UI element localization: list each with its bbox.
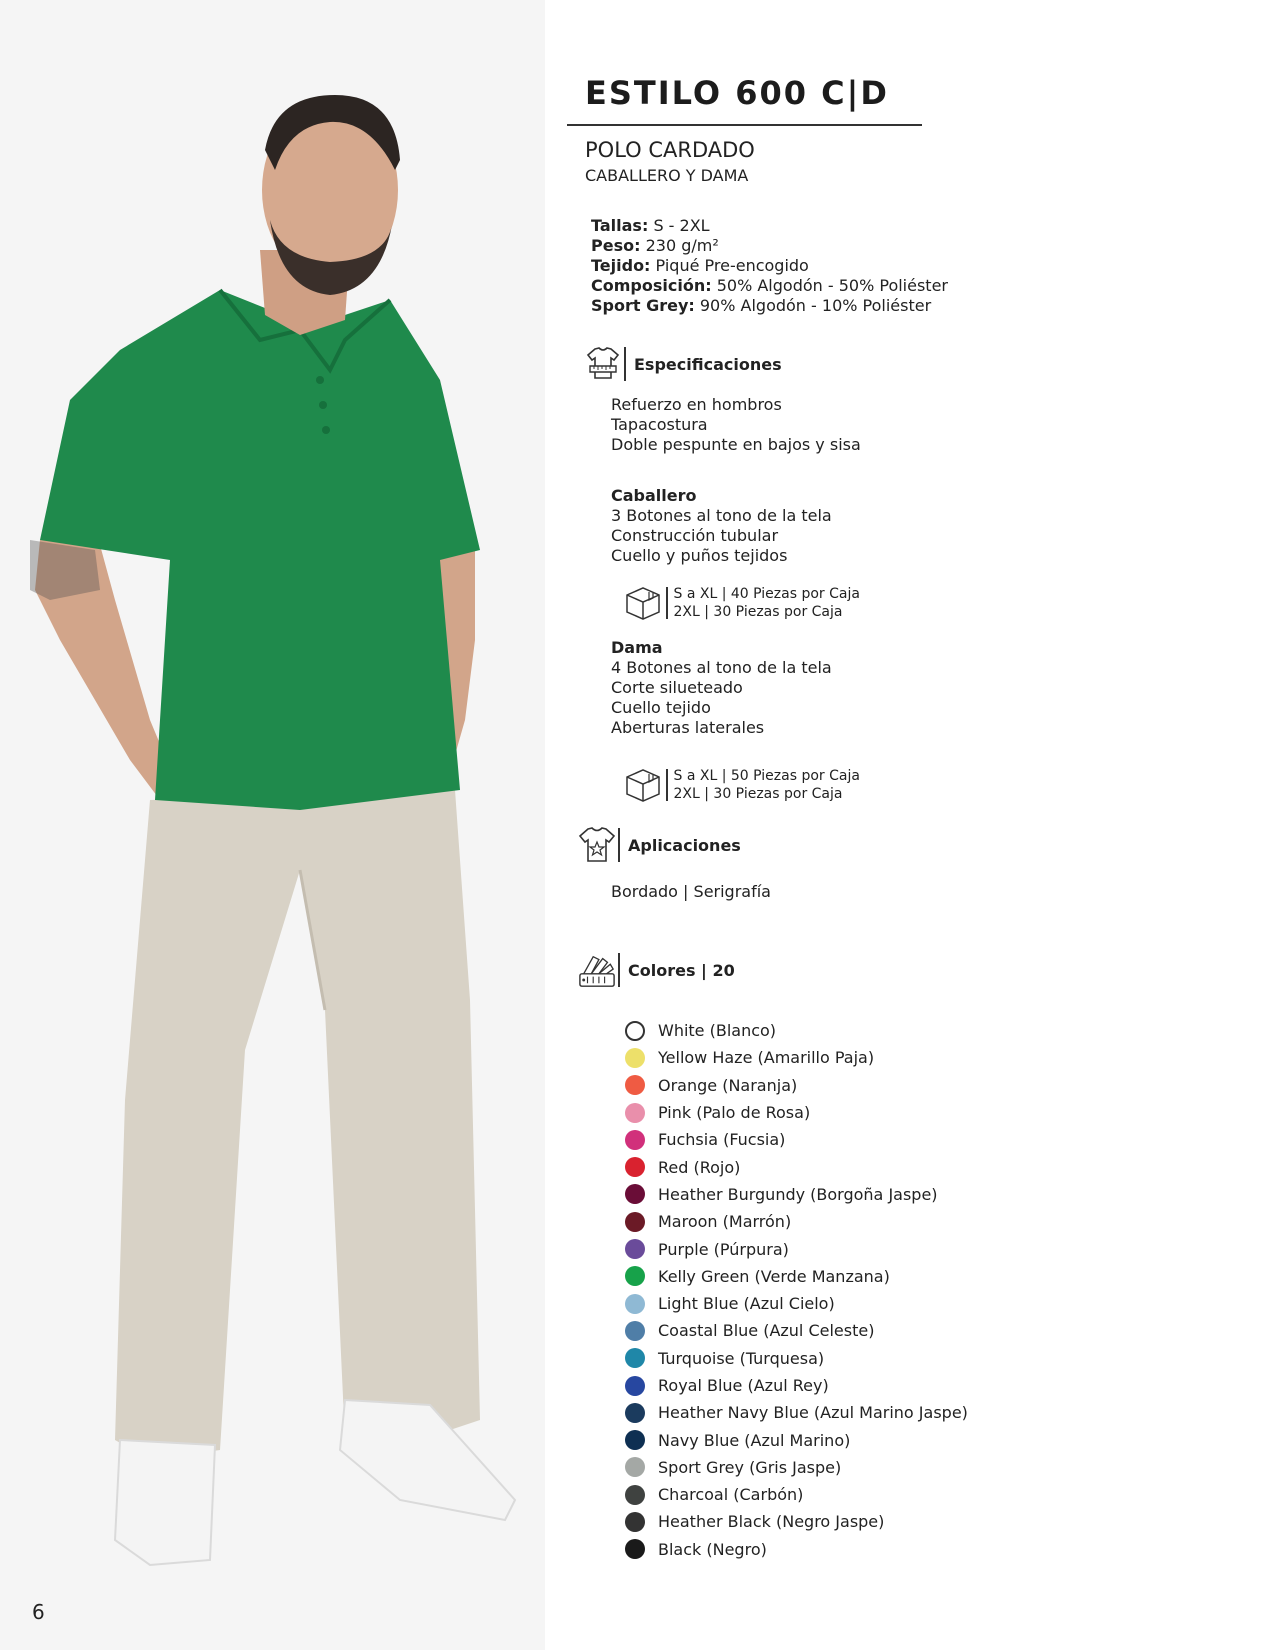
color-name: Light Blue (Azul Cielo) bbox=[658, 1294, 835, 1314]
color-item bbox=[625, 1126, 968, 1153]
color-item bbox=[625, 1317, 968, 1344]
color-name: Pink (Palo de Rosa) bbox=[658, 1103, 811, 1123]
color-swatch bbox=[625, 1103, 645, 1123]
shirt-star-icon bbox=[578, 825, 616, 865]
spec-value: 50% Algodón - 50% Poliéster bbox=[716, 276, 948, 295]
aplicaciones-header bbox=[578, 823, 741, 867]
color-swatch bbox=[625, 1157, 645, 1177]
section-heading: Aplicaciones bbox=[628, 835, 741, 855]
box-icon bbox=[624, 766, 662, 804]
color-name: Navy Blue (Azul Marino) bbox=[658, 1430, 851, 1450]
color-name: Maroon (Marrón) bbox=[658, 1212, 792, 1232]
packing-line: 2XL | 30 Piezas por Caja bbox=[673, 604, 843, 620]
color-name: Fuchsia (Fucsia) bbox=[658, 1130, 786, 1150]
color-swatch bbox=[625, 1184, 645, 1204]
product-name: POLO CARDADO bbox=[585, 138, 755, 162]
color-item bbox=[625, 1454, 968, 1481]
color-list bbox=[625, 1017, 968, 1563]
color-name: Heather Burgundy (Borgoña Jaspe) bbox=[658, 1184, 938, 1204]
dama-list bbox=[611, 638, 832, 738]
color-name: White (Blanco) bbox=[658, 1021, 777, 1041]
color-name: Royal Blue (Azul Rey) bbox=[658, 1376, 829, 1395]
color-name: Orange (Naranja) bbox=[658, 1075, 798, 1095]
spec-value: Piqué Pre-encogido bbox=[655, 256, 809, 275]
list-item: Aberturas laterales bbox=[611, 718, 765, 737]
list-item: Refuerzo en hombros bbox=[611, 395, 782, 414]
page-title: ESTILO 600 C|D bbox=[585, 74, 889, 112]
list-item: 4 Botones al tono de la tela bbox=[611, 658, 832, 677]
color-name: Heather Black (Negro Jaspe) bbox=[658, 1512, 885, 1532]
color-swatch-fan-icon bbox=[578, 950, 616, 990]
spec-label: Composición: bbox=[591, 276, 712, 295]
color-item bbox=[625, 1481, 968, 1508]
color-item bbox=[625, 1263, 968, 1290]
color-item bbox=[625, 1153, 968, 1180]
color-swatch bbox=[625, 1457, 645, 1477]
color-item bbox=[625, 1372, 968, 1399]
list-item: Corte silueteado bbox=[611, 678, 743, 697]
color-swatch bbox=[625, 1376, 645, 1396]
spec-row bbox=[591, 296, 948, 316]
subsection-heading: Caballero bbox=[611, 486, 697, 505]
color-swatch bbox=[625, 1212, 645, 1232]
caballero-packing bbox=[624, 584, 860, 622]
spec-label: Peso: bbox=[591, 236, 641, 255]
product-photo bbox=[0, 0, 545, 1650]
model-illustration bbox=[0, 0, 545, 1650]
color-name: Coastal Blue (Azul Celeste) bbox=[658, 1321, 875, 1341]
color-swatch bbox=[625, 1430, 645, 1450]
box-icon bbox=[624, 584, 662, 622]
spec-value: S - 2XL bbox=[653, 216, 710, 235]
list-item: Bordado | Serigrafía bbox=[611, 882, 771, 901]
color-swatch bbox=[625, 1485, 645, 1505]
header-divider bbox=[618, 953, 620, 987]
spec-row bbox=[591, 256, 948, 276]
aplicaciones-text bbox=[611, 882, 771, 902]
especificaciones-header bbox=[584, 342, 782, 386]
list-item: Doble pespunte en bajos y sisa bbox=[611, 435, 861, 454]
color-item bbox=[625, 1208, 968, 1235]
section-heading: Especificaciones bbox=[634, 354, 782, 374]
title-divider bbox=[567, 124, 922, 126]
color-name: Turquoise (Turquesa) bbox=[658, 1348, 825, 1368]
color-item bbox=[625, 1044, 968, 1071]
spec-row bbox=[591, 236, 948, 256]
color-swatch bbox=[625, 1348, 645, 1368]
color-item bbox=[625, 1508, 968, 1535]
color-swatch bbox=[625, 1512, 645, 1532]
color-name: Heather Navy Blue (Azul Marino Jaspe) bbox=[658, 1403, 968, 1423]
color-swatch bbox=[625, 1266, 645, 1286]
spec-row bbox=[591, 216, 948, 236]
list-item: Cuello y puños tejidos bbox=[611, 546, 788, 565]
color-item bbox=[625, 1017, 968, 1044]
color-name: Yellow Haze (Amarillo Paja) bbox=[658, 1048, 875, 1068]
spec-value: 230 g/m² bbox=[645, 236, 719, 255]
especificaciones-list bbox=[611, 395, 861, 455]
section-heading: Colores | 20 bbox=[628, 960, 735, 980]
color-swatch bbox=[625, 1130, 645, 1150]
color-item bbox=[625, 1426, 968, 1453]
spec-value: 90% Algodón - 10% Poliéster bbox=[699, 296, 932, 315]
color-swatch bbox=[625, 1403, 645, 1423]
spec-label: Sport Grey: bbox=[591, 296, 695, 315]
list-item: Tapacostura bbox=[611, 415, 708, 434]
packing-line: 2XL | 30 Piezas por Caja bbox=[673, 786, 843, 802]
list-item: Construcción tubular bbox=[611, 526, 779, 545]
packing-divider bbox=[666, 769, 668, 801]
color-swatch bbox=[625, 1294, 645, 1314]
color-swatch bbox=[625, 1021, 645, 1041]
color-item bbox=[625, 1345, 968, 1372]
color-item bbox=[625, 1399, 968, 1426]
header-divider bbox=[618, 828, 620, 862]
product-audience: CABALLERO Y DAMA bbox=[585, 166, 749, 185]
dama-packing bbox=[624, 766, 860, 804]
color-name: Red (Rojo) bbox=[658, 1157, 741, 1177]
packing-line: S a XL | 40 Piezas por Caja bbox=[673, 586, 860, 602]
color-name: Purple (Púrpura) bbox=[658, 1239, 789, 1259]
header-divider bbox=[624, 347, 626, 381]
list-item: 3 Botones al tono de la tela bbox=[611, 506, 832, 525]
color-name: Kelly Green (Verde Manzana) bbox=[658, 1266, 890, 1286]
color-item bbox=[625, 1536, 968, 1563]
color-item bbox=[625, 1099, 968, 1126]
packing-line: S a XL | 50 Piezas por Caja bbox=[673, 768, 860, 784]
color-name: Charcoal (Carbón) bbox=[658, 1485, 804, 1505]
colores-header bbox=[578, 948, 735, 992]
color-swatch bbox=[625, 1321, 645, 1341]
color-item bbox=[625, 1072, 968, 1099]
page-number: 6 bbox=[32, 1600, 45, 1624]
color-swatch bbox=[625, 1075, 645, 1095]
spec-label: Tallas: bbox=[591, 216, 649, 235]
color-name: Black (Negro) bbox=[658, 1539, 767, 1559]
packing-divider bbox=[666, 587, 668, 619]
list-item: Cuello tejido bbox=[611, 698, 711, 717]
spec-row bbox=[591, 276, 948, 296]
spec-list bbox=[591, 216, 948, 316]
subsection-heading: Dama bbox=[611, 638, 663, 657]
color-item bbox=[625, 1290, 968, 1317]
spec-label: Tejido: bbox=[591, 256, 651, 275]
caballero-list bbox=[611, 486, 832, 566]
shirt-measure-icon bbox=[584, 344, 622, 384]
color-swatch bbox=[625, 1539, 645, 1559]
color-item bbox=[625, 1235, 968, 1262]
color-item bbox=[625, 1181, 968, 1208]
color-swatch bbox=[625, 1239, 645, 1259]
color-name: Sport Grey (Gris Jaspe) bbox=[658, 1457, 842, 1477]
color-swatch bbox=[625, 1048, 645, 1068]
